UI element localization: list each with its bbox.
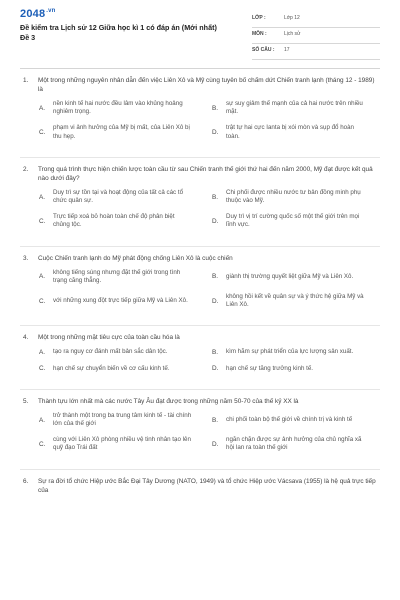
answer-option-b[interactable] [212, 348, 377, 356]
header-divider [20, 68, 380, 69]
question-number: 6. [23, 477, 29, 485]
option-text: giành thị trường quyết liệt giữa Mỹ và Liên Xô. [226, 272, 354, 280]
logo-text: 2048 [20, 8, 46, 20]
option-text: nền kinh tế hai nước đều lâm vào khủng hoảng nghiêm trọng. [53, 100, 183, 116]
exam-title: Đề kiểm tra Lịch sử 12 Giữa học kì 1 có đáp án (Mới nhất) [20, 23, 217, 32]
option-letter: A. [39, 349, 46, 357]
question-2 [20, 165, 380, 247]
answer-option-c[interactable] [39, 213, 204, 229]
question-stem [20, 165, 380, 183]
answer-option-b[interactable] [212, 412, 377, 428]
answer-option-b[interactable] [212, 189, 377, 205]
option-text: Duy trì vị trí cường quốc số một thế giới trên mọi lĩnh vực. [226, 213, 360, 229]
question-1 [20, 76, 380, 158]
option-text: sự suy giảm thế mạnh của cả hai nước trên nhiều mặt. [226, 100, 363, 116]
option-text: hạn chế sự chuyển biến về cơ cấu kinh tế. [53, 364, 170, 372]
answer-option-c[interactable] [39, 293, 204, 309]
question-3 [20, 254, 380, 327]
answer-option-c[interactable] [39, 365, 204, 373]
question-text: Cuộc Chiến tranh lạnh do Mỹ phát động chống Liên Xô là cuộc chiến [38, 254, 233, 262]
answer-options [20, 348, 380, 380]
question-5 [20, 397, 380, 470]
answer-option-a[interactable] [39, 100, 204, 116]
question-number: 1. [23, 77, 29, 84]
answer-option-a[interactable] [39, 189, 204, 205]
option-text: không hồi kết về quân sự và ý thức hệ giữa Mỹ và Liên Xô. [226, 293, 364, 309]
option-text: Trực tiếp xoá bỏ hoàn toàn chế độ phân biệt chủng tộc. [53, 213, 175, 229]
option-letter: D. [212, 297, 219, 305]
site-logo[interactable] [20, 8, 56, 20]
option-letter: A. [39, 273, 46, 281]
answer-option-d[interactable] [212, 293, 377, 309]
question-stem [20, 397, 380, 406]
answer-option-a[interactable] [39, 412, 204, 428]
question-stem [20, 76, 380, 94]
question-text: Một trong những nguyên nhân dẫn đến việc Liên Xô và Mỹ cùng tuyên bố chấm dứt Chiến tranh lạnh (tháng 12 - 1989) là [38, 77, 375, 93]
answer-option-d[interactable] [212, 436, 377, 452]
info-value: Lớp 12 [284, 15, 300, 21]
question-list [0, 76, 400, 510]
option-text: hạn chế sự tăng trưởng kinh tế. [226, 364, 313, 372]
answer-option-b[interactable] [212, 100, 377, 116]
option-letter: C. [39, 365, 46, 373]
page-header [0, 0, 400, 60]
info-row-class [252, 12, 380, 28]
info-label: LỚP : [252, 15, 266, 21]
option-letter: A. [39, 104, 46, 112]
option-text: kìm hãm sự phát triển của lực lượng sản xuất. [226, 348, 354, 356]
answer-options [20, 100, 380, 149]
question-text: Trong quá trình thực hiện chiến lược toàn cầu từ sau Chiến tranh thế giới thứ hai đến năm 2000, Mỹ đạt được kết quả nào dưới đây? [38, 165, 373, 182]
option-letter: B. [212, 273, 219, 281]
question-number: 5. [23, 397, 29, 405]
answer-option-c[interactable] [39, 436, 204, 452]
info-row-question-count [252, 44, 380, 60]
info-value: Lịch sử [284, 31, 301, 37]
option-letter: C. [39, 297, 46, 305]
question-text: Sự ra đời tổ chức Hiệp ước Bắc Đại Tây Dương (NATO, 1949) và tổ chức Hiệp ước Vácsava (1955) là hệ quả trực tiếp của [38, 477, 376, 494]
option-letter: A. [39, 416, 46, 424]
info-row-subject [252, 28, 380, 44]
option-text: trở thành một trong ba trung tâm kinh tế - tài chính lớn của thế giới [53, 411, 192, 428]
question-number: 3. [23, 254, 29, 262]
exam-subtitle: Đề 3 [20, 33, 36, 42]
option-letter: D. [212, 217, 219, 225]
question-number: 4. [23, 334, 29, 342]
answer-option-d[interactable] [212, 365, 377, 373]
option-text: Duy trì sự tồn tại và hoạt động của tất cả các tổ chức quân sự. [53, 188, 184, 205]
option-letter: D. [212, 365, 219, 373]
answer-options [20, 412, 380, 461]
info-label: MÔN : [252, 31, 267, 37]
option-letter: B. [212, 193, 219, 201]
answer-options [20, 269, 380, 318]
question-stem [20, 254, 380, 263]
question-text: Một trong những mặt tiêu cực của toàn cầu hóa là [38, 334, 180, 342]
option-letter: C. [39, 129, 46, 137]
logo-tld: .vn [46, 8, 56, 14]
option-text: ngăn chặn được sự ảnh hưởng của chủ nghĩa xã hội lan ra toàn thế giới [226, 436, 362, 452]
question-number: 2. [23, 165, 29, 173]
info-label: SỐ CÂU : [252, 47, 275, 53]
option-letter: C. [39, 440, 46, 448]
option-letter: B. [212, 416, 219, 424]
option-letter: B. [212, 104, 219, 112]
option-text: trật tự hai cực Ianta bị xói mòn và sụp đổ hoàn toàn. [226, 124, 354, 140]
question-stem [20, 477, 380, 495]
option-text: với những xung đột trực tiếp giữa Mỹ và Liên Xô. [53, 297, 188, 305]
question-stem [20, 333, 380, 342]
question-4 [20, 333, 380, 389]
answer-option-a[interactable] [39, 269, 204, 285]
option-text: Chi phối được nhiều nước tư bản đồng minh phụ thuộc vào Mỹ. [226, 188, 361, 205]
info-value: 17 [284, 47, 290, 53]
answer-option-b[interactable] [212, 269, 377, 285]
answer-option-a[interactable] [39, 348, 204, 356]
option-text: cùng với Liên Xô phòng nhiều vệ tinh nhân tạo lên quỹ đạo Trái đất [53, 436, 191, 452]
option-letter: B. [212, 349, 219, 357]
option-text: chi phối toàn bộ thế giới về chính trị và kinh tế [226, 415, 353, 423]
option-text: tạo ra nguy cơ đánh mất bản sắc dân tộc. [53, 348, 168, 356]
answer-option-c[interactable] [39, 124, 204, 140]
question-text: Thành tựu lớn nhất mà các nước Tây Âu đạt được trong những năm 50-70 của thế kỷ XX là [38, 397, 299, 405]
answer-option-d[interactable] [212, 124, 377, 140]
option-text: phạm vi ảnh hưởng của Mỹ bị mất, của Liên Xô bị thu hẹp. [53, 124, 190, 140]
option-letter: A. [39, 193, 46, 201]
option-letter: D. [212, 440, 219, 448]
option-letter: C. [39, 217, 46, 225]
option-letter: D. [212, 129, 219, 137]
answer-option-d[interactable] [212, 213, 377, 229]
answer-options [20, 189, 380, 238]
option-text: không tiếng súng nhưng đặt thế giới trong tình trạng căng thẳng. [53, 268, 181, 284]
question-6 [20, 477, 380, 503]
exam-info-panel [252, 12, 380, 60]
